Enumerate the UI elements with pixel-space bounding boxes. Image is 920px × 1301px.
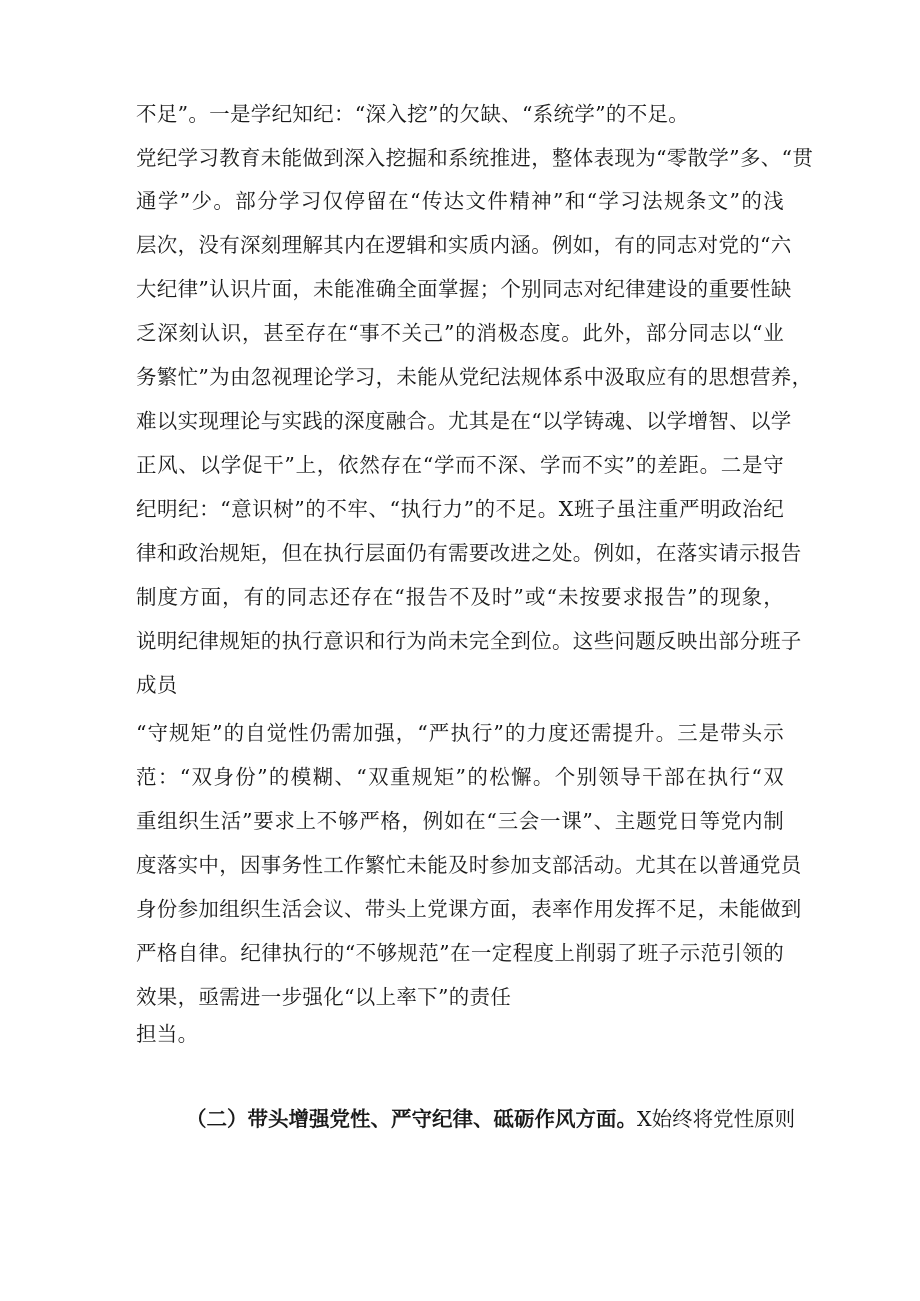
text-line: “守规矩”的自觉性仍需加强，“严执行”的力度还需提升。三是带头示 bbox=[136, 721, 784, 745]
text-line: 党纪学习教育未能做到深入挖掘和系统推进，整体表现为“零散学”多、“贯 bbox=[136, 146, 814, 170]
section-heading-text: X始终将党性原则 bbox=[637, 1107, 796, 1131]
section-heading bbox=[186, 1105, 796, 1133]
text-line: 务繁忙”为由忽视理论学习，未能从党纪法规体系中汲取应有的思想营养， bbox=[136, 365, 813, 389]
text-line: 担当。 bbox=[136, 1022, 199, 1046]
text-line: 重组织生活”要求上不够严格，例如在“三会一课”、主题党日等党内制 bbox=[136, 809, 784, 833]
text-line: 乏深刻认识，甚至存在“事不关己”的消极态度。此外，部分同志以“业 bbox=[136, 321, 784, 345]
section-heading-bold: （二）带头增强党性、严守纪律、砥砺作风方面。 bbox=[186, 1107, 637, 1131]
text-line: 纪明纪：“意识树”的不牢、“执行力”的不足。X班子虽注重严明政治纪 bbox=[136, 497, 784, 521]
text-line: 制度方面，有的同志还存在“报告不及时”或“未按要求报告”的现象， bbox=[136, 585, 784, 609]
text-line: 成员 bbox=[136, 673, 178, 697]
text-line: 说明纪律规矩的执行意识和行为尚未完全到位。这些问题反映出部分班子 bbox=[136, 629, 802, 653]
text-line: 严格自律。纪律执行的“不够规范”在一定程度上削弱了班子示范引领的 bbox=[136, 941, 784, 965]
text-line: 律和政治规矩，但在执行层面仍有需要改进之处。例如，在落实请示报告 bbox=[136, 541, 802, 565]
text-line: 层次，没有深刻理解其内在逻辑和实质内涵。例如，有的同志对党的“六 bbox=[136, 233, 792, 257]
text-line: 范：“双身份”的模糊、“双重规矩”的松懈。个别领导干部在执行“双 bbox=[136, 765, 784, 789]
text-line: 度落实中，因事务性工作繁忙未能及时参加支部活动。尤其在以普通党员 bbox=[136, 853, 802, 877]
text-line: 通学”少。部分学习仅停留在“传达文件精神”和“学习法规条文”的浅 bbox=[136, 189, 784, 213]
text-line: 难以实现理论与实践的深度融合。尤其是在“以学铸魂、以学增智、以学 bbox=[136, 409, 792, 433]
text-line: 大纪律”认识片面，未能准确全面掌握；个别同志对纪律建设的重要性缺 bbox=[136, 277, 792, 301]
text-line: 不足”。一是学纪知纪：“深入挖”的欠缺、“系统学”的不足。 bbox=[136, 102, 690, 126]
text-line: 正风、以学促干”上，依然存在“学而不深、学而不实”的差距。二是守 bbox=[136, 453, 784, 477]
text-line: 身份参加组织生活会议、带头上党课方面，表率作用发挥不足，未能做到 bbox=[136, 897, 802, 921]
text-line: 效果，亟需进一步强化“以上率下”的责任 bbox=[136, 985, 512, 1009]
